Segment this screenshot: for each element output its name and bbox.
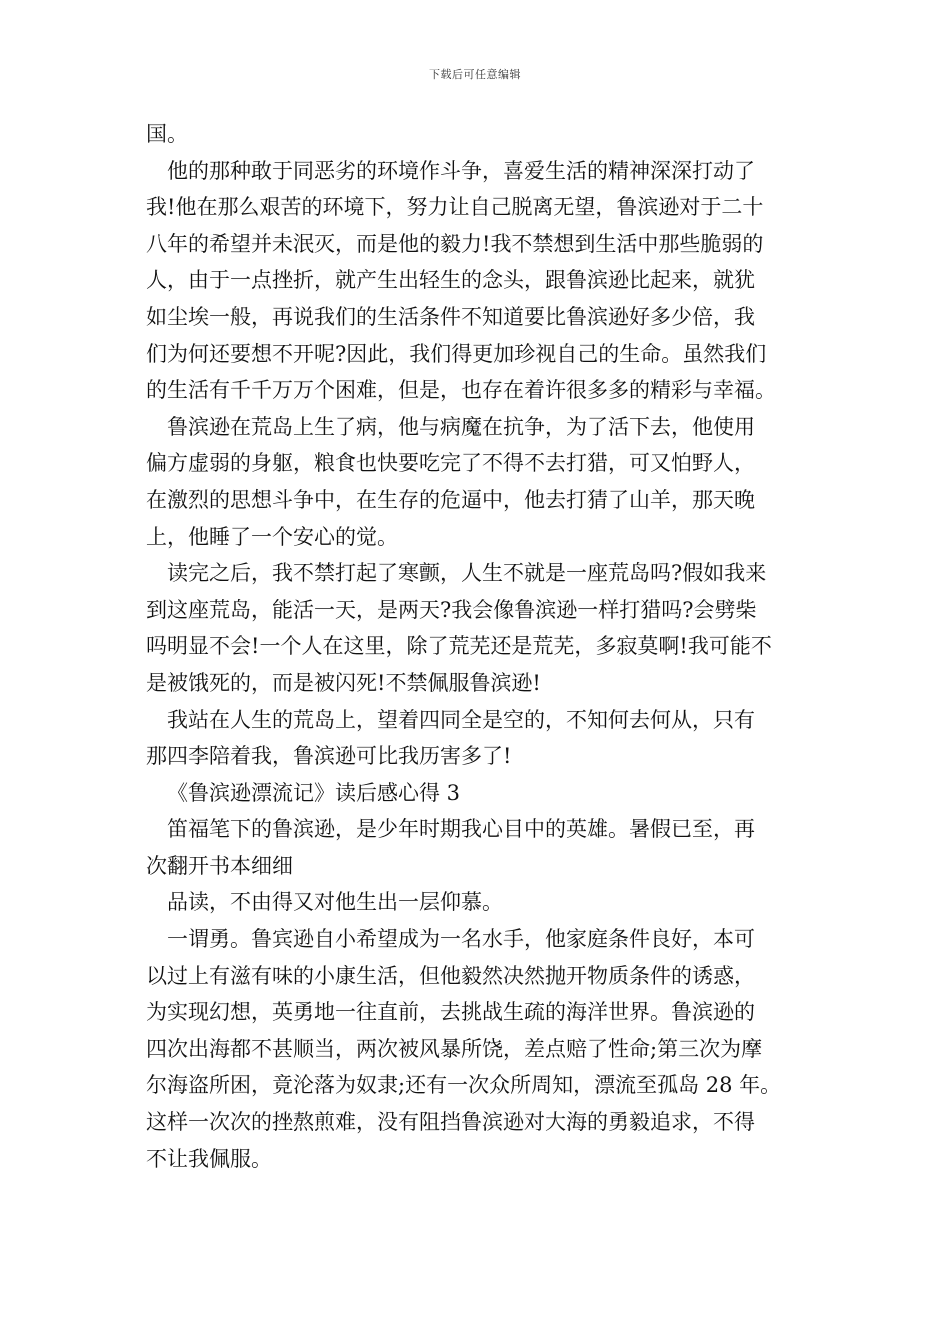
text-line: 一谓勇。鲁宾逊自小希望成为一名水手，他家庭条件良好，本可	[167, 927, 755, 952]
text-line: 四次出海都不甚顺当，两次被风暴所饶，差点赔了性命;第三次为摩	[146, 1036, 763, 1061]
text-line: 我站在人生的荒岛上，望着四同全是空的，不知何去何从，只有	[167, 707, 755, 732]
text-line: 人，由于一点挫折，就产生出轻生的念头，跟鲁滨逊比起来，就犹	[146, 268, 755, 293]
text-line: 那四李陪着我，鲁滨逊可比我历害多了!	[146, 744, 512, 769]
text-line: 《鲁滨逊漂流记》读后感心得 3	[167, 780, 461, 805]
text-line: 的生活有千千万万个困难，但是，也存在着许很多多的精彩与幸福。	[146, 378, 776, 403]
text-line: 如尘埃一般，再说我们的生活条件不知道要比鲁滨逊好多少倍，我	[146, 304, 755, 329]
text-line: 我!他在那么艰苦的环境下，努力让自己脱离无望，鲁滨逊对于二十	[146, 195, 764, 220]
text-line: 鲁滨逊在荒岛上生了病，他与病魔在抗争，为了活下去，他使用	[167, 414, 755, 439]
text-line: 这样一次次的挫熬煎难，没有阻挡鲁滨逊对大海的勇毅追求，不得	[146, 1110, 755, 1135]
text-line: 尔海盗所困，竟沦落为奴隶;还有一次众所周知，漂流至孤岛 28 年。	[146, 1073, 782, 1098]
document-body	[146, 116, 808, 1177]
text-line: 是被饿死的，而是被闪死!不禁佩服鲁滨逊!	[146, 670, 541, 695]
text-line: 吗明显不会!一个人在这里，除了荒芜还是荒芜，多寂莫啊!我可能不	[146, 634, 772, 659]
text-line: 不让我佩服。	[146, 1146, 272, 1171]
text-line: 为实现幻想，英勇地一往直前，去挑战生疏的海洋世界。鲁滨逊的	[146, 1000, 755, 1025]
text-line: 品读，不由得又对他生出一层仰慕。	[167, 890, 503, 915]
text-line: 笛福笔下的鲁滨逊，是少年时期我心目中的英雄。暑假已至，再	[167, 817, 755, 842]
text-line: 八年的希望并未泯灭，而是他的毅力!我不禁想到生活中那些脆弱的	[146, 231, 764, 256]
text-line: 偏方虚弱的身躯，粮食也快要吃完了不得不去打猎，可又怕野人，	[146, 451, 755, 476]
text-line: 到这座荒岛，能活一天，是两天?我会像鲁滨逊一样打猎吗?会劈柴	[146, 597, 757, 622]
text-line: 读完之后，我不禁打起了寒颤，人生不就是一座荒岛吗?假如我来	[167, 561, 767, 586]
text-line: 们为何还要想不开呢?因此，我们得更加珍视自己的生命。虽然我们	[146, 341, 767, 366]
page-header: 下载后可任意编辑	[429, 68, 521, 81]
text-line: 上，他睡了一个安心的觉。	[146, 524, 398, 549]
text-line: 次翻开书本细细	[146, 853, 293, 878]
text-line: 在激烈的思想斗争中，在生存的危逼中，他去打猜了山羊，那天晚	[146, 487, 755, 512]
text-line: 以过上有滋有味的小康生活，但他毅然决然抛开物质条件的诱惑，	[146, 963, 755, 988]
text-line: 他的那种敢于同恶劣的环境作斗争，喜爱生活的精神深深打动了	[167, 158, 755, 183]
text-line: 国。	[146, 122, 188, 146]
